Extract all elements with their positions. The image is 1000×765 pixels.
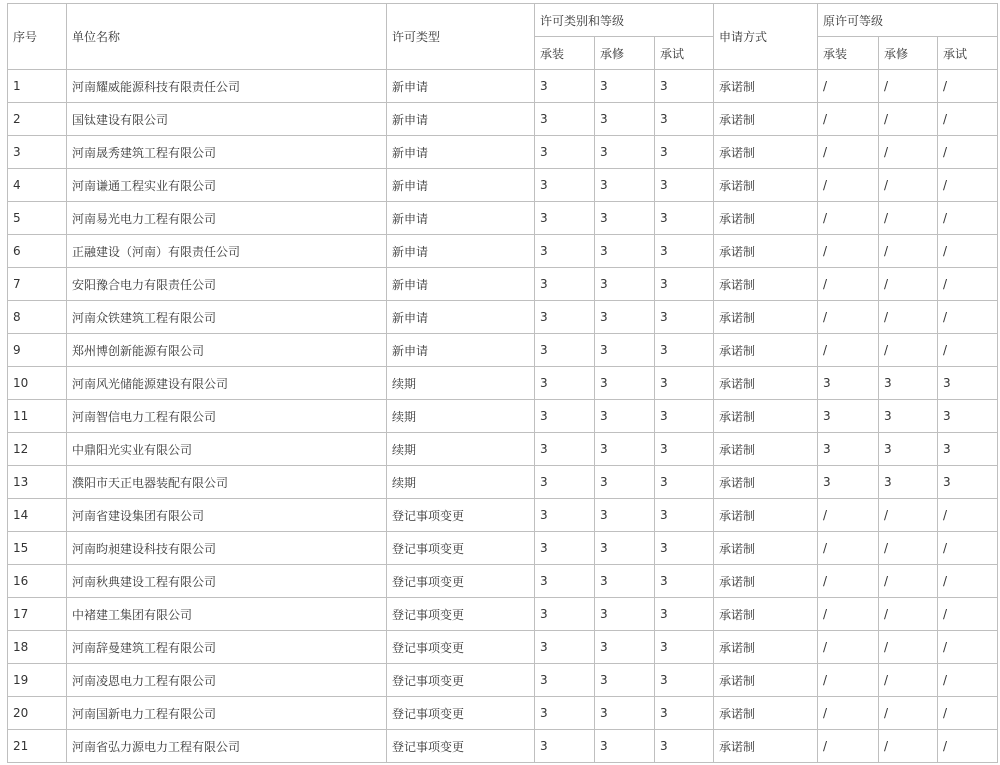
header-application-method: 申请方式 [714, 4, 818, 70]
cell-company-name: 中鼎阳光实业有限公司 [67, 433, 387, 466]
cell-orig-repair: / [879, 235, 938, 268]
cell-permit-type: 新申请 [387, 235, 535, 268]
cell-permit-type: 新申请 [387, 136, 535, 169]
cell-orig-repair: 3 [879, 433, 938, 466]
cell-seq: 20 [8, 697, 67, 730]
cell-orig-repair: / [879, 268, 938, 301]
cell-application-method: 承诺制 [714, 70, 818, 103]
cell-orig-test: / [938, 268, 998, 301]
cell-install: 3 [535, 466, 595, 499]
cell-seq: 14 [8, 499, 67, 532]
cell-orig-repair: / [879, 664, 938, 697]
cell-install: 3 [535, 202, 595, 235]
cell-application-method: 承诺制 [714, 565, 818, 598]
cell-application-method: 承诺制 [714, 235, 818, 268]
cell-install: 3 [535, 631, 595, 664]
cell-repair: 3 [595, 565, 655, 598]
cell-seq: 9 [8, 334, 67, 367]
cell-permit-type: 登记事项变更 [387, 631, 535, 664]
table-row [8, 466, 998, 499]
cell-repair: 3 [595, 301, 655, 334]
cell-permit-type: 登记事项变更 [387, 532, 535, 565]
cell-permit-type: 续期 [387, 466, 535, 499]
cell-application-method: 承诺制 [714, 730, 818, 763]
table-body [8, 70, 998, 763]
table-row [8, 499, 998, 532]
table-row [8, 532, 998, 565]
cell-orig-install: / [818, 70, 879, 103]
cell-company-name: 中褚建工集团有限公司 [67, 598, 387, 631]
cell-application-method: 承诺制 [714, 136, 818, 169]
cell-install: 3 [535, 136, 595, 169]
cell-orig-install: / [818, 664, 879, 697]
cell-orig-repair: 3 [879, 400, 938, 433]
cell-orig-repair: / [879, 697, 938, 730]
cell-application-method: 承诺制 [714, 334, 818, 367]
cell-permit-type: 续期 [387, 433, 535, 466]
cell-repair: 3 [595, 70, 655, 103]
cell-repair: 3 [595, 664, 655, 697]
cell-repair: 3 [595, 235, 655, 268]
cell-company-name: 河南耀威能源科技有限责任公司 [67, 70, 387, 103]
cell-orig-test: / [938, 235, 998, 268]
header-permit-category-grade: 许可类别和等级 [535, 4, 714, 37]
cell-orig-install: / [818, 301, 879, 334]
table-row [8, 598, 998, 631]
cell-company-name: 正融建设（河南）有限责任公司 [67, 235, 387, 268]
cell-seq: 21 [8, 730, 67, 763]
cell-test: 3 [655, 466, 714, 499]
cell-install: 3 [535, 169, 595, 202]
cell-install: 3 [535, 103, 595, 136]
cell-install: 3 [535, 235, 595, 268]
cell-seq: 16 [8, 565, 67, 598]
cell-seq: 3 [8, 136, 67, 169]
cell-permit-type: 登记事项变更 [387, 730, 535, 763]
cell-test: 3 [655, 598, 714, 631]
cell-test: 3 [655, 697, 714, 730]
cell-test: 3 [655, 400, 714, 433]
cell-orig-test: / [938, 103, 998, 136]
cell-repair: 3 [595, 598, 655, 631]
cell-test: 3 [655, 433, 714, 466]
cell-test: 3 [655, 103, 714, 136]
cell-company-name: 安阳豫合电力有限责任公司 [67, 268, 387, 301]
cell-company-name: 河南省建设集团有限公司 [67, 499, 387, 532]
cell-orig-test: / [938, 70, 998, 103]
cell-orig-repair: / [879, 499, 938, 532]
cell-repair: 3 [595, 466, 655, 499]
cell-repair: 3 [595, 532, 655, 565]
cell-repair: 3 [595, 268, 655, 301]
cell-seq: 11 [8, 400, 67, 433]
cell-seq: 15 [8, 532, 67, 565]
cell-seq: 10 [8, 367, 67, 400]
cell-permit-type: 新申请 [387, 169, 535, 202]
cell-repair: 3 [595, 169, 655, 202]
cell-application-method: 承诺制 [714, 664, 818, 697]
cell-orig-install: 3 [818, 367, 879, 400]
cell-install: 3 [535, 367, 595, 400]
cell-orig-install: / [818, 697, 879, 730]
cell-orig-install: 3 [818, 433, 879, 466]
table-row [8, 70, 998, 103]
cell-seq: 6 [8, 235, 67, 268]
header-permit-type: 许可类型 [387, 4, 535, 70]
cell-company-name: 河南凌恩电力工程有限公司 [67, 664, 387, 697]
header-install: 承装 [535, 37, 595, 70]
cell-install: 3 [535, 70, 595, 103]
cell-orig-repair: 3 [879, 466, 938, 499]
cell-repair: 3 [595, 136, 655, 169]
cell-permit-type: 登记事项变更 [387, 598, 535, 631]
cell-application-method: 承诺制 [714, 367, 818, 400]
cell-company-name: 河南智信电力工程有限公司 [67, 400, 387, 433]
cell-repair: 3 [595, 367, 655, 400]
cell-install: 3 [535, 565, 595, 598]
cell-orig-install: / [818, 598, 879, 631]
cell-company-name: 河南风光储能源建设有限公司 [67, 367, 387, 400]
cell-test: 3 [655, 301, 714, 334]
cell-permit-type: 新申请 [387, 268, 535, 301]
cell-company-name: 濮阳市天正电器装配有限公司 [67, 466, 387, 499]
cell-repair: 3 [595, 103, 655, 136]
cell-orig-repair: / [879, 70, 938, 103]
cell-orig-test: / [938, 334, 998, 367]
cell-test: 3 [655, 202, 714, 235]
cell-seq: 19 [8, 664, 67, 697]
cell-application-method: 承诺制 [714, 532, 818, 565]
cell-install: 3 [535, 664, 595, 697]
cell-orig-install: / [818, 268, 879, 301]
cell-orig-test: / [938, 565, 998, 598]
cell-repair: 3 [595, 433, 655, 466]
cell-orig-test: 3 [938, 400, 998, 433]
cell-orig-test: 3 [938, 367, 998, 400]
cell-application-method: 承诺制 [714, 598, 818, 631]
cell-test: 3 [655, 70, 714, 103]
cell-permit-type: 登记事项变更 [387, 499, 535, 532]
cell-company-name: 河南众铁建筑工程有限公司 [67, 301, 387, 334]
cell-repair: 3 [595, 631, 655, 664]
cell-orig-repair: / [879, 334, 938, 367]
cell-orig-test: / [938, 301, 998, 334]
cell-application-method: 承诺制 [714, 169, 818, 202]
header-original-permit-grade: 原许可等级 [818, 4, 998, 37]
cell-permit-type: 新申请 [387, 301, 535, 334]
cell-seq: 1 [8, 70, 67, 103]
table-row [8, 565, 998, 598]
header-orig-repair: 承修 [879, 37, 938, 70]
cell-seq: 17 [8, 598, 67, 631]
header-test: 承试 [655, 37, 714, 70]
cell-install: 3 [535, 730, 595, 763]
cell-orig-test: / [938, 202, 998, 235]
table-row [8, 235, 998, 268]
cell-permit-type: 新申请 [387, 103, 535, 136]
cell-orig-test: 3 [938, 466, 998, 499]
cell-test: 3 [655, 499, 714, 532]
cell-orig-test: / [938, 532, 998, 565]
cell-test: 3 [655, 532, 714, 565]
cell-orig-install: / [818, 730, 879, 763]
cell-seq: 5 [8, 202, 67, 235]
cell-permit-type: 新申请 [387, 202, 535, 235]
cell-install: 3 [535, 400, 595, 433]
cell-application-method: 承诺制 [714, 400, 818, 433]
cell-application-method: 承诺制 [714, 466, 818, 499]
cell-application-method: 承诺制 [714, 103, 818, 136]
cell-orig-test: 3 [938, 433, 998, 466]
table-row [8, 169, 998, 202]
cell-orig-test: / [938, 730, 998, 763]
cell-application-method: 承诺制 [714, 631, 818, 664]
cell-orig-install: / [818, 136, 879, 169]
cell-test: 3 [655, 730, 714, 763]
cell-company-name: 河南辞曼建筑工程有限公司 [67, 631, 387, 664]
cell-orig-test: / [938, 499, 998, 532]
cell-orig-install: / [818, 499, 879, 532]
cell-repair: 3 [595, 202, 655, 235]
cell-orig-install: / [818, 631, 879, 664]
header-repair: 承修 [595, 37, 655, 70]
cell-install: 3 [535, 499, 595, 532]
cell-test: 3 [655, 334, 714, 367]
cell-orig-repair: / [879, 169, 938, 202]
cell-test: 3 [655, 169, 714, 202]
cell-company-name: 河南易光电力工程有限公司 [67, 202, 387, 235]
cell-orig-repair: / [879, 565, 938, 598]
header-orig-install: 承装 [818, 37, 879, 70]
cell-permit-type: 续期 [387, 400, 535, 433]
cell-orig-repair: / [879, 532, 938, 565]
cell-install: 3 [535, 433, 595, 466]
cell-install: 3 [535, 598, 595, 631]
cell-orig-repair: / [879, 103, 938, 136]
cell-company-name: 国钛建设有限公司 [67, 103, 387, 136]
table-row [8, 334, 998, 367]
cell-permit-type: 续期 [387, 367, 535, 400]
cell-test: 3 [655, 565, 714, 598]
cell-orig-install: 3 [818, 466, 879, 499]
cell-orig-repair: / [879, 730, 938, 763]
table-row [8, 400, 998, 433]
cell-orig-install: / [818, 169, 879, 202]
table-row [8, 202, 998, 235]
cell-application-method: 承诺制 [714, 433, 818, 466]
cell-orig-install: / [818, 532, 879, 565]
cell-test: 3 [655, 367, 714, 400]
cell-seq: 13 [8, 466, 67, 499]
cell-orig-test: / [938, 598, 998, 631]
cell-orig-repair: / [879, 301, 938, 334]
table-row [8, 136, 998, 169]
cell-orig-repair: 3 [879, 367, 938, 400]
cell-seq: 4 [8, 169, 67, 202]
cell-seq: 18 [8, 631, 67, 664]
cell-install: 3 [535, 532, 595, 565]
cell-orig-install: / [818, 334, 879, 367]
table-row [8, 697, 998, 730]
cell-orig-install: / [818, 202, 879, 235]
table-row [8, 730, 998, 763]
cell-orig-test: / [938, 631, 998, 664]
cell-permit-type: 登记事项变更 [387, 565, 535, 598]
cell-install: 3 [535, 301, 595, 334]
cell-company-name: 河南省弘力源电力工程有限公司 [67, 730, 387, 763]
table-row [8, 103, 998, 136]
cell-application-method: 承诺制 [714, 499, 818, 532]
cell-orig-install: / [818, 565, 879, 598]
cell-orig-test: / [938, 697, 998, 730]
cell-permit-type: 登记事项变更 [387, 664, 535, 697]
table-header [8, 4, 998, 70]
cell-company-name: 河南秋典建设工程有限公司 [67, 565, 387, 598]
cell-orig-install: / [818, 235, 879, 268]
cell-test: 3 [655, 664, 714, 697]
table-row [8, 367, 998, 400]
cell-orig-test: / [938, 169, 998, 202]
table-row [8, 433, 998, 466]
cell-application-method: 承诺制 [714, 202, 818, 235]
cell-orig-repair: / [879, 202, 938, 235]
cell-orig-repair: / [879, 631, 938, 664]
cell-test: 3 [655, 235, 714, 268]
cell-repair: 3 [595, 730, 655, 763]
cell-test: 3 [655, 631, 714, 664]
cell-permit-type: 新申请 [387, 70, 535, 103]
cell-application-method: 承诺制 [714, 301, 818, 334]
table-row [8, 301, 998, 334]
cell-repair: 3 [595, 400, 655, 433]
table-row [8, 268, 998, 301]
table-row [8, 664, 998, 697]
cell-orig-install: / [818, 103, 879, 136]
header-company-name: 单位名称 [67, 4, 387, 70]
cell-orig-test: / [938, 136, 998, 169]
cell-company-name: 郑州博创新能源有限公司 [67, 334, 387, 367]
cell-application-method: 承诺制 [714, 697, 818, 730]
cell-install: 3 [535, 697, 595, 730]
cell-repair: 3 [595, 499, 655, 532]
cell-seq: 7 [8, 268, 67, 301]
cell-permit-type: 新申请 [387, 334, 535, 367]
header-orig-test: 承试 [938, 37, 998, 70]
table-row [8, 631, 998, 664]
cell-seq: 8 [8, 301, 67, 334]
cell-seq: 12 [8, 433, 67, 466]
cell-install: 3 [535, 334, 595, 367]
cell-repair: 3 [595, 334, 655, 367]
cell-permit-type: 登记事项变更 [387, 697, 535, 730]
cell-install: 3 [535, 268, 595, 301]
cell-orig-repair: / [879, 136, 938, 169]
header-seq: 序号 [8, 4, 67, 70]
cell-test: 3 [655, 268, 714, 301]
cell-test: 3 [655, 136, 714, 169]
cell-company-name: 河南谦通工程实业有限公司 [67, 169, 387, 202]
cell-seq: 2 [8, 103, 67, 136]
cell-company-name: 河南晟秀建筑工程有限公司 [67, 136, 387, 169]
cell-company-name: 河南国新电力工程有限公司 [67, 697, 387, 730]
cell-orig-install: 3 [818, 400, 879, 433]
cell-application-method: 承诺制 [714, 268, 818, 301]
cell-orig-repair: / [879, 598, 938, 631]
cell-orig-test: / [938, 664, 998, 697]
permit-table [7, 3, 998, 763]
cell-company-name: 河南昀昶建设科技有限公司 [67, 532, 387, 565]
cell-repair: 3 [595, 697, 655, 730]
